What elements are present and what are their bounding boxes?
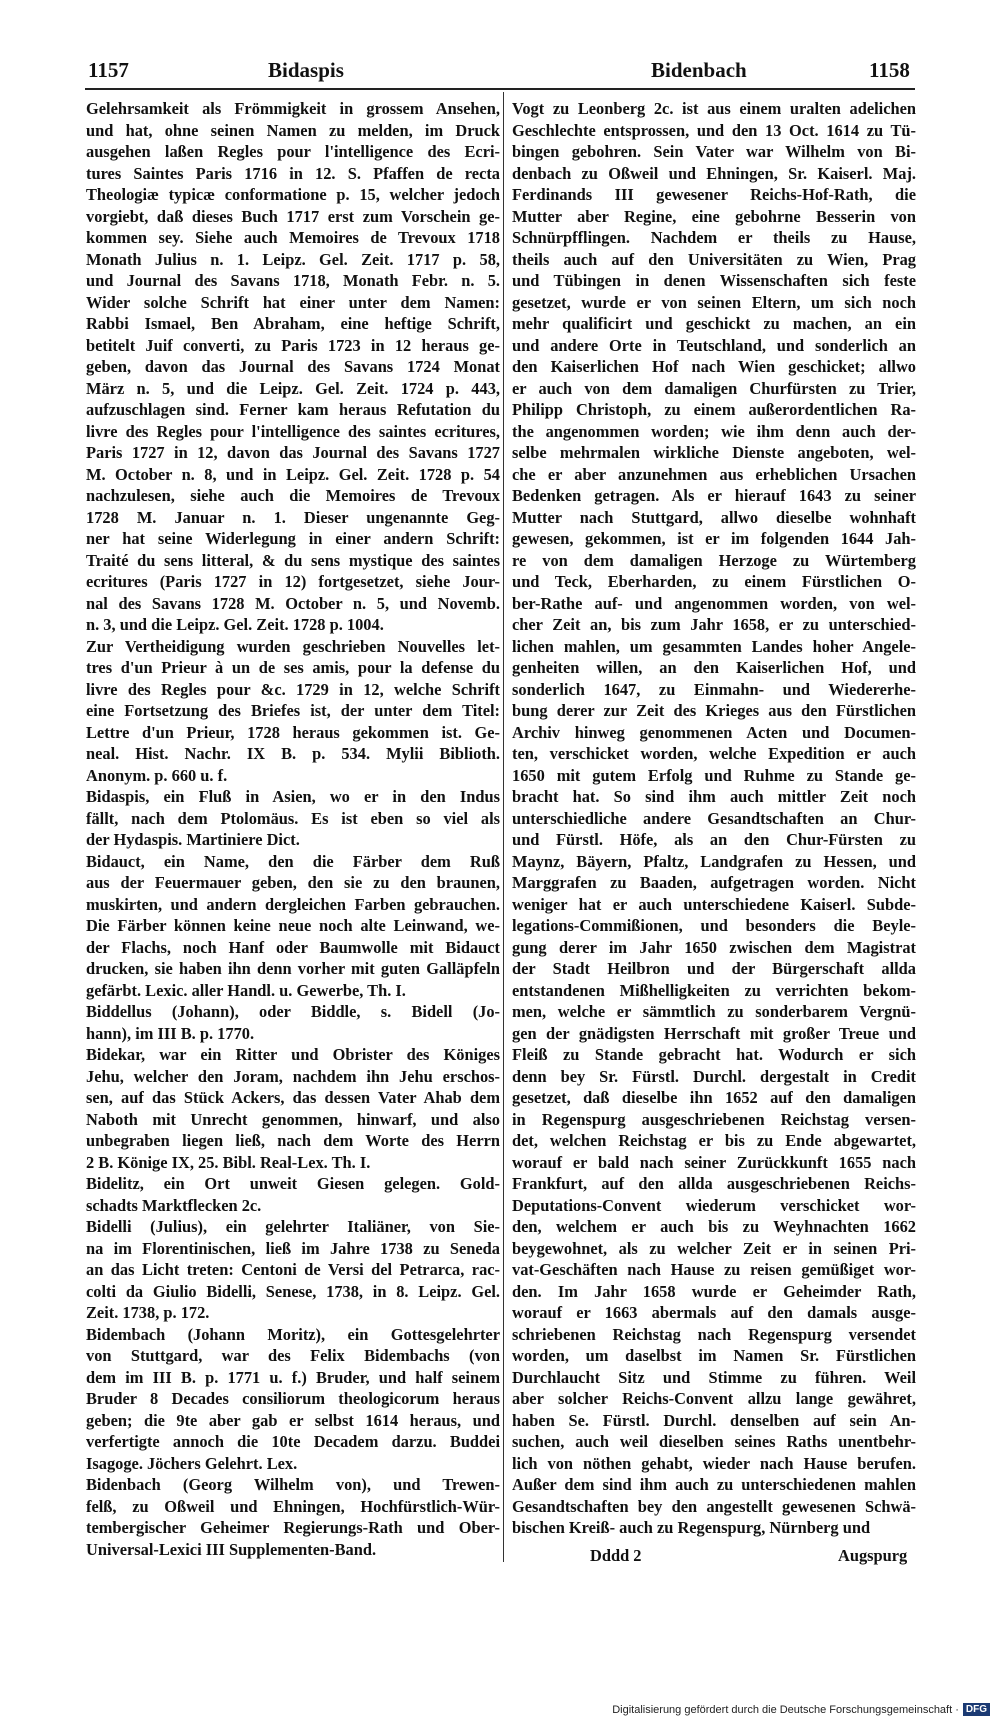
text-line: eine Fortsetzung des Briefes ist, der unter dem Titel: xyxy=(86,701,500,720)
text-line: tures Saintes Paris 1716 in 12. S. Pfaffen de recta xyxy=(86,163,500,183)
text-line: weniger hat er auch unterschiedene Kaiserl. Subde- xyxy=(512,894,916,914)
text-line: Bidelli (Julius), ein gelehrter Italiäner, von Sie- xyxy=(86,1217,500,1236)
text-line: gewesen, gekommen, ist er im folgenden 1644 Jah- xyxy=(512,529,916,548)
text-line: Anonym. p. 660 u. f. xyxy=(86,765,228,785)
text-line: ner hat seine Widerlegung in einer andern Schrift: xyxy=(86,529,500,548)
text-line: den, welchem er auch bis zu Weyhnachten 1662 xyxy=(512,1217,916,1236)
text-line: nal des Savans 1728 M. October n. 5, und Novemb. xyxy=(86,593,500,613)
text-line: und hat, ohne seinen Namen zu melden, im Druck xyxy=(86,120,500,140)
text-line: betitelt Juif converti, zu Paris 1723 in 12 heraus ge- xyxy=(86,335,500,355)
text-line: che er aber anzunehmen aus erheblichen Ursachen xyxy=(512,464,916,484)
text-line: muskirten, und andern dergleichen Farben gebrauchen. xyxy=(86,894,500,914)
text-line: bung derer zur Zeit des Krieges aus den Fürstlichen xyxy=(512,701,916,720)
column-divider xyxy=(503,92,504,1562)
text-line: schriebenen Reichstag nach Regenspurg versendet xyxy=(512,1324,916,1344)
text-line: Zeit. 1738, p. 172. xyxy=(86,1303,210,1322)
text-line: gesetzet, wurde er von seinen Eltern, um sich noch xyxy=(512,292,916,312)
text-line: und andere Orte in Teutschland, und sonderlich an xyxy=(512,335,916,355)
text-line: Frankfurt, auf den allda ausgeschriebenen Reichs- xyxy=(512,1174,916,1193)
text-line: lich von nöthen gehabt, wieder nach Hause berufen. xyxy=(512,1453,916,1473)
text-line: geben; die 9te aber gab er selbst 1614 heraus, und xyxy=(86,1410,500,1430)
text-line: Traité du sens litteral, & du sens mystique des saintes xyxy=(86,550,500,570)
text-line: in Regenspurg ausgeschriebenen Reichstag versen- xyxy=(512,1109,916,1129)
text-line: aus der Feuermauer geben, den sie zu den braunen, xyxy=(86,873,500,892)
text-line: det, welchen Reichstag er bis zu Ende abgewartet, xyxy=(512,1131,916,1150)
text-line: Mutter nach Stuttgard, allwo dieselbe wohnhaft xyxy=(512,507,916,527)
text-line: men, welche er sämmtlich zu sonderbarem Vergnü- xyxy=(512,1002,916,1021)
text-line: März n. 5, und die Leipz. Gel. Zeit. 1724 p. 443, xyxy=(86,378,500,398)
text-line: 2 B. Könige IX, 25. Bibl. Real-Lex. Th. I. xyxy=(86,1152,371,1172)
text-line: Geschlechte entsprossen, und den 13 Oct. 1614 zu Tü- xyxy=(512,120,916,140)
text-line: und Journal des Savans 1718, Monath Febr. n. 5. xyxy=(86,271,500,290)
text-line: drucken, sie haben ihn denn vorher mit guten Galläpfeln xyxy=(86,959,500,978)
text-line: bingen gebohren. Sein Vater war Wilhelm von Bi- xyxy=(512,142,916,161)
text-line: Maynz, Bäyern, Pfaltz, Landgrafen zu Hessen, und xyxy=(512,851,916,871)
text-line: cher Zeit an, bis zum Jahr 1658, er zu unterschied- xyxy=(512,615,916,634)
text-line: Schnürpfflingen. Nachdem er theils zu Hause, xyxy=(512,228,916,247)
text-line: worauf er bald nach seiner Zurückkunft 1655 nach xyxy=(512,1152,916,1172)
text-line: Archiv hinweg genommenen Acten und Documen- xyxy=(512,722,916,742)
text-line: livre des Regles pour l'intelligence des saintes ecritures, xyxy=(86,421,500,441)
text-line: vat-Geschäften nach Hause zu reisen gemüßiget wor- xyxy=(512,1260,916,1279)
text-line: neal. Hist. Nachr. IX B. p. 534. Mylii Biblioth. xyxy=(86,744,500,763)
text-line: sonderlich 1647, zu Einmahn- und Wiedererhe- xyxy=(512,679,916,699)
text-line: fällt, nach dem Ptolomäus. Es ist eben so viel als xyxy=(86,808,500,828)
text-line: aber solcher Reichs-Convent allzu lange gewähret, xyxy=(512,1389,916,1408)
text-line: 1728 M. Januar n. 1. Dieser ungenannte Geg- xyxy=(86,507,500,527)
text-line: sen, auf das Stück Ackers, das dessen Vater Ahab dem xyxy=(86,1088,500,1107)
text-line: haben Se. Fürstl. Durchl. denselben auf sein An- xyxy=(512,1410,916,1430)
text-line: Isagoge. Jöchers Gelehrt. Lex. xyxy=(86,1453,298,1473)
text-line: livre des Regles pour &c. 1729 in 12, welche Schrift xyxy=(86,679,500,699)
text-line: re von dem damaligen Herzoge zu Würtemberg xyxy=(512,550,916,570)
text-line: ber-Rathe auf- und angenommen worden, von wel- xyxy=(512,593,916,613)
text-line: Marggrafen zu Baaden, aufgetragen worden. Nicht xyxy=(512,873,916,892)
text-line: kommen sey. Siehe auch Memoires de Trevoux 1718 xyxy=(86,228,500,247)
text-line: worauf er 1663 abermals auf den damals ausge- xyxy=(512,1303,916,1322)
text-line: Lettre d'un Prieur, 1728 heraus gekommen ist. Ge- xyxy=(86,722,500,742)
text-line: Bidaspis, ein Fluß in Asien, wo er in den Indus xyxy=(86,787,500,806)
text-line: schadts Marktflecken 2c. xyxy=(86,1195,262,1215)
text-line: gefärbt. Lexic. aller Handl. u. Gewerbe, Th. I. xyxy=(86,980,406,1000)
footer-text: Digitalisierung gefördert durch die Deutsche Forschungsgemeinschaft · xyxy=(612,1703,959,1716)
text-line: er auch von dem damaligen Churfürsten zu Trier, xyxy=(512,378,916,398)
page-number-left: 1157 xyxy=(88,58,129,82)
text-line: bischen Kreiß- auch zu Regenspurg, Nürnberg und xyxy=(512,1518,871,1537)
text-line: ecritures (Paris 1727 in 12) fortgesetzet, siehe Jour- xyxy=(86,572,500,591)
text-line: Bidauct, ein Name, den die Färber dem Ruß xyxy=(86,851,500,871)
text-line: Vogt zu Leonberg 2c. ist aus einem uralten adelichen xyxy=(512,99,916,118)
text-line: gesetzet, daß dieselbe ihn 1652 auf den damaligen xyxy=(512,1088,916,1107)
text-line: ausgehen laßen Regles pour l'intelligence des Ecri- xyxy=(86,142,500,161)
text-line: aufzuschlagen sind. Ferner kam heraus Refutation du xyxy=(86,400,500,419)
text-line: Theologiæ typicæ conformatione p. 15, welcher jedoch xyxy=(86,185,500,204)
text-line: geben, davon das Journal des Savans 1724 Monat xyxy=(86,357,500,376)
running-title-right: Bidenbach xyxy=(651,58,747,82)
running-title-left: Bidaspis xyxy=(268,58,344,82)
text-line: und Teck, Eberharden, zu einem Fürstlichen O- xyxy=(512,572,916,591)
text-line: Außer dem sind ihm auch zu unterschiedenen mahlen xyxy=(512,1475,916,1494)
text-line: Monath Julius n. 1. Leipz. Gel. Zeit. 1717 p. 58, xyxy=(86,249,500,269)
text-line: von Stuttgard, war des Felix Bidembachs (von xyxy=(86,1346,500,1365)
text-line: tembergischer Geheimer Regierungs-Rath und Ober- xyxy=(86,1518,500,1537)
text-line: den Kaiserlichen Hof nach Wien geschicket; allwo xyxy=(512,357,916,376)
page-number-right: 1158 xyxy=(869,58,910,82)
text-line: the angenommen worden; wie ihm denn auch der- xyxy=(512,421,916,441)
text-line: legations-Commißionen, und besonders die Beyle- xyxy=(512,916,916,935)
text-line: Deputations-Convent wiederum verschicket wor- xyxy=(512,1195,916,1215)
text-line: verfertigte annoch die 10te Decadem darzu. Buddei xyxy=(86,1432,500,1451)
text-line: worden, um daselbst im Namen Sr. Fürstlichen xyxy=(512,1346,916,1365)
text-line: den. Im Jahr 1658 wurde er Geheimder Rath, xyxy=(512,1281,916,1301)
text-line: der Hydaspis. Martiniere Dict. xyxy=(86,830,300,849)
text-line: Gesandtschaften bey den angestellt gewesenen Schwä- xyxy=(512,1496,916,1516)
text-line: an das Licht treten: Centoni de Versi del Petrarca, rac- xyxy=(86,1260,500,1279)
text-line: n. 3, und die Leipz. Gel. Zeit. 1728 p. 1004. xyxy=(86,615,384,634)
text-line: Bidembach (Johann Moritz), ein Gottesgelehrter xyxy=(86,1324,500,1344)
text-line: Universal-Lexici III Supplementen-Band. xyxy=(86,1539,377,1559)
text-line: Die Färber können keine neue noch alte Leinwand, we- xyxy=(86,916,500,935)
text-line: Paris 1727 in 12, davon das Journal des Savans 1727 xyxy=(86,443,500,462)
text-line: beygewohnet, als zu welcher Zeit er in seinen Pri- xyxy=(512,1238,916,1258)
text-line: bracht hat. So sind ihm auch mittler Zeit noch xyxy=(512,787,916,806)
text-line: Bruder 8 Decades consiliorum theologicorum heraus xyxy=(86,1389,500,1408)
text-line: unbegraben liegen ließ, nach dem Worte des Herrn xyxy=(86,1131,500,1150)
text-line: Jehu, welcher den Joram, nachdem ihn Jehu erschos- xyxy=(86,1066,500,1086)
text-line: lichen mahlen, um gesammten Landes hoher Angele- xyxy=(512,636,916,656)
text-line: 1650 mit gutem Erfolg und Ruhme zu Stande ge- xyxy=(512,765,916,785)
text-line: Zur Vertheidigung wurden geschrieben Nouvelles let- xyxy=(86,636,500,656)
text-line: Fleiß zu Stande gebracht hat. Wodurch er sich xyxy=(512,1045,916,1064)
text-line: Bidelitz, ein Ort unweit Giesen gelegen. Gold- xyxy=(86,1174,500,1193)
text-line: denn bey Sr. Fürstl. Durchl. dergestalt in Credit xyxy=(512,1066,916,1086)
text-line: suchen, auch weil dieselben seines Raths unentbehr- xyxy=(512,1432,916,1451)
text-line: ten, verschicket worden, welche Expedition er auch xyxy=(512,744,916,763)
text-line: Biddellus (Johann), oder Biddle, s. Bidell (Jo- xyxy=(86,1002,500,1021)
text-line: unterschiedliche andere Gesandtschaften an Chur- xyxy=(512,808,916,828)
text-line: Durchlaucht Sitz und Stimme zu führen. Weil xyxy=(512,1367,916,1387)
text-line: dem im III B. p. 1771 u. f.) Bruder, und half seinem xyxy=(86,1367,500,1387)
text-line: vorgiebt, daß dieses Buch 1717 erst zum Vorschein ge- xyxy=(86,206,500,226)
text-line: gen der gnädigsten Herrschaft mit großer Treue und xyxy=(512,1023,916,1043)
text-line: na im Florentinischen, ließ im Jahre 1738 zu Seneda xyxy=(86,1238,500,1258)
text-line: Ferdinands III gewesener Reichs-Hof-Rath, die xyxy=(512,185,916,204)
dfg-logo: DFG xyxy=(963,1703,990,1716)
text-line: Philipp Christoph, zu einem außerordentlichen Ra- xyxy=(512,400,916,419)
text-line: Mutter aber Regine, eine gebohrne Besserin von xyxy=(512,206,916,226)
text-line: Gelehrsamkeit als Frömmigkeit in grossem Ansehen, xyxy=(86,99,500,118)
text-line: hann), im III B. p. 1770. xyxy=(86,1023,255,1043)
footer-credit xyxy=(612,1703,990,1716)
text-line: und Tübingen in denen Wissenschaften sich feste xyxy=(512,271,916,290)
text-line: Naboth mit Unrecht genommen, hinwarf, und also xyxy=(86,1109,500,1129)
text-line: selbe mehrmalen wirkliche Dienste angeboten, wel- xyxy=(512,443,916,462)
text-line: nachzulesen, siehe auch die Memoires de Trevoux xyxy=(86,486,500,505)
signature-mark: Dddd 2 xyxy=(590,1546,642,1565)
text-line: felß, zu Oßweil und Ehningen, Hochfürstlich-Wür- xyxy=(86,1496,500,1516)
text-line: Bedenken getragen. Als er hierauf 1643 zu seiner xyxy=(512,486,916,505)
left-column xyxy=(86,98,500,1560)
text-line: M. October n. 8, und in Leipz. Gel. Zeit. 1728 p. 54 xyxy=(86,464,500,484)
right-column xyxy=(512,98,916,1539)
catchword: Augspurg xyxy=(838,1546,908,1565)
text-line: gung derer im Jahr 1650 zwischen dem Magistrat xyxy=(512,937,916,957)
text-line: tres d'un Prieur à un de ses amis, pour la defense du xyxy=(86,658,500,677)
text-line: denbach zu Oßweil und Ehningen, Sr. Kaiserl. Maj. xyxy=(512,163,916,183)
text-line: theils auch auf den Universitäten zu Wien, Prag xyxy=(512,249,916,269)
text-line: mehr qualificirt und geschickt zu machen, an ein xyxy=(512,314,916,333)
text-line: Wider solche Schrift hat einer unter dem Namen: xyxy=(86,292,500,312)
text-line: Bidekar, war ein Ritter und Obrister des Königes xyxy=(86,1045,500,1064)
text-line: Rabbi Ismael, Ben Abraham, eine heftige Schrift, xyxy=(86,314,500,333)
header-rule xyxy=(85,88,915,90)
text-line: der Flachs, noch Hanf oder Baumwolle mit Bidauct xyxy=(86,937,500,957)
text-line: und Fürstl. Höfe, als an den Chur-Fürsten zu xyxy=(512,830,916,849)
text-line: genheiten willen, an den Kaiserlichen Hof, und xyxy=(512,658,916,677)
text-line: entstandenen Mißhelligkeiten zu verrichten bekom- xyxy=(512,980,916,1000)
text-line: der Stadt Heilbron und der Bürgerschaft allda xyxy=(512,959,916,978)
text-line: colti da Giulio Bidelli, Senese, 1738, in 8. Leipz. Gel. xyxy=(86,1281,500,1301)
text-line: Bidenbach (Georg Wilhelm von), und Trewen- xyxy=(86,1475,500,1494)
